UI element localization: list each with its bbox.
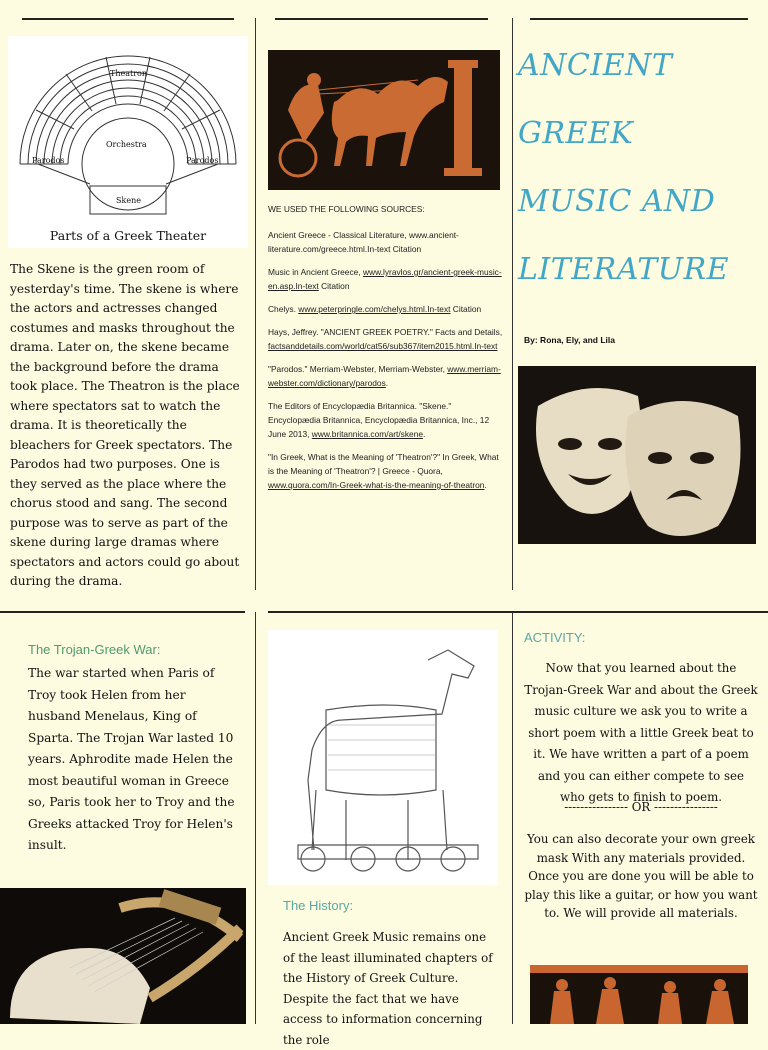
source-item: Chelys. www.peterpringle.com/chelys.html.In-text Citation <box>268 304 482 314</box>
activity-or-divider: ---------------- OR ---------------- <box>564 800 718 814</box>
column-divider-2 <box>512 18 513 590</box>
label-theatron: Theatron <box>110 69 147 78</box>
activity-heading: ACTIVITY: <box>524 630 586 645</box>
war-description: The war started when Paris of Troy took Helen from her husband Menelaus, King of Sparta. The Trojan War lasted 10 years. Aphrodite made Helen the most beautiful woman in Greece so, Paris took her to Troy and the Greeks attacked Troy for Helen's insult. <box>28 666 235 852</box>
theater-description: The Skene is the green room of yesterday's time. The skene is where the actors and actresses changed costumes and masks throughout the drama. Later on, the skene became the background before the drama took place. The Theatron is the place where spectators sat to watch the drama. It is theoretically the bleachers for Greek spectators. The Parodos had two purposes. One is they served as the place where the chorus stood and sang. The second purpose was to serve as part of the skene during large dramas where spectators and actors could go about during the drama. <box>10 262 240 588</box>
column-divider-3 <box>255 612 256 1024</box>
source-link[interactable]: www.britannica.com/art/skene <box>311 429 424 439</box>
label-parodos-left: Parodos <box>32 156 65 165</box>
activity-text-1: Now that you learned about the Trojan-Greek War and about the Greek music culture we ask you to write a short poem with a little Greek beat to it. We have written a part of a poem and you can either compete to see who gets to finish to poem. <box>524 661 758 804</box>
sources-heading: WE USED THE FOLLOWING SOURCES: <box>268 204 425 214</box>
source-link[interactable]: www.quora.com/In-Greek-what-is-the-meaning-of-theatron <box>268 480 485 490</box>
war-heading: The Trojan-Greek War: <box>28 642 161 657</box>
greek-vase-figures <box>530 965 748 1024</box>
title-line-3: MUSIC AND <box>518 184 716 219</box>
source-link[interactable]: www.peterpringle.com/chelys.html.In-text <box>298 304 451 314</box>
mid-rule-left <box>0 611 245 613</box>
mid-rule-right <box>268 611 768 613</box>
source-link[interactable]: factsanddetails.com/world/cat56/sub367/item2015.html.In-text <box>268 341 498 351</box>
top-rule-middle <box>275 18 488 20</box>
diagram-caption: Parts of a Greek Theater <box>49 228 207 243</box>
theater-masks-photo <box>518 366 756 544</box>
title-line-2: GREEK <box>518 116 634 151</box>
source-link[interactable]: www.merriam-webster.com/dictionary/parodos <box>268 364 501 388</box>
byline: By: Rona, Ely, and Lila <box>524 335 615 345</box>
source-item: Music in Ancient Greece, www.lyravlos.gr/ancient-greek-music-en.asp.In-text Citation <box>268 267 502 291</box>
column-divider-1 <box>255 18 256 590</box>
label-orchestra: Orchestra <box>106 140 147 149</box>
activity-text-2: You can also decorate your own greek mask With any materials provided. Once you are done you will be able to play this like a guitar, or how you want to. We will provide all materials. <box>524 832 758 920</box>
source-item: Hays, Jeffrey. "ANCIENT GREEK POETRY." Facts and Details, factsanddetails.com/world/cat56/sub367/item2015.html.In-text <box>268 327 503 351</box>
top-rule-right <box>530 18 748 20</box>
history-heading: The History: <box>283 898 354 913</box>
source-item: "In Greek, What is the Meaning of 'Theatron'?" In Greek, What is the Meaning of 'Theatron'? | Greece - Quora, www.quora.com/In-Greek-what-is-the-meaning-of-theatron. <box>268 452 499 490</box>
label-skene: Skene <box>116 196 141 205</box>
label-parodos-right: Parodos <box>186 156 219 165</box>
source-item: Ancient Greece - Classical Literature, www.ancient-literature.com/greece.html.In-text Citation <box>268 230 459 254</box>
lyre-photo <box>0 888 246 1024</box>
history-description: Ancient Greek Music remains one of the least illuminated chapters of the History of Greek Culture. Despite the fact that we have access to information concerning the role <box>283 930 493 1047</box>
trojan-horse-drawing <box>268 630 498 885</box>
title-block <box>518 48 764 320</box>
top-rule-left <box>22 18 234 20</box>
theater-diagram <box>8 36 248 248</box>
title-line-4: LITERATURE <box>518 252 730 287</box>
source-item: The Editors of Encyclopædia Britannica. "Skene." Encyclopædia Britannica, Encyclopædia Britannica, Inc., 12 June 2013, www.britannica.com/art/skene. <box>268 401 490 439</box>
source-link[interactable]: www.lyravlos.gr/ancient-greek-music-en.asp.In-text <box>268 267 502 291</box>
source-item: "Parodos." Merriam-Webster, Merriam-Webster, www.merriam-webster.com/dictionary/parodos. <box>268 364 501 388</box>
column-divider-4 <box>512 612 513 1024</box>
title-line-1: ANCIENT <box>518 48 673 83</box>
chariot-painting <box>268 50 500 190</box>
sources-list <box>268 202 504 501</box>
